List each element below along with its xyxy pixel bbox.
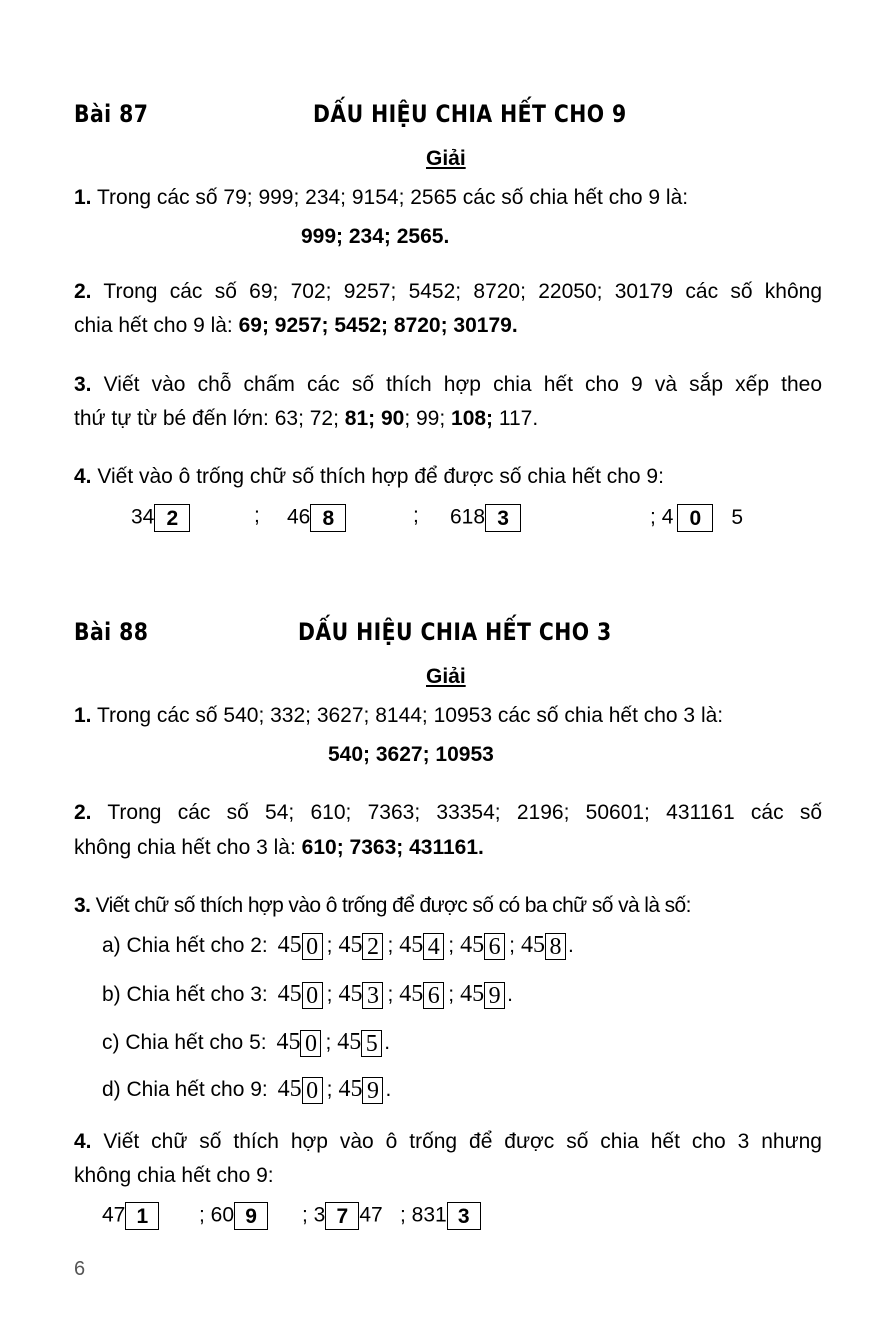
q88-4-line2: không chia hết cho 9: (74, 1164, 274, 1187)
answer-box: 0 (302, 933, 323, 960)
answer-box: 9 (362, 1077, 383, 1104)
answer-box: 0 (677, 504, 713, 532)
q87-1: 1. Trong các số 79; 999; 234; 9154; 2565 các số chia hết cho 9 là: (74, 186, 689, 209)
q87-2-line1: 2. Trong các số 69; 702; 9257; 5452; 8720; 22050; 30179 các số không (74, 280, 822, 303)
answer-box: 6 (484, 933, 505, 960)
q88-2-line1: 2. Trong các số 54; 610; 7363; 33354; 2196; 50601; 431161 các số (74, 801, 822, 824)
solution-heading-87: Giải (426, 147, 466, 170)
answer-box: 7 (325, 1202, 359, 1230)
q87-4-item-2: 46 8 (287, 504, 346, 532)
q87-3-line1: 3. Viết vào chỗ chấm các số thích hợp chia hết cho 9 và sắp xếp theo (74, 373, 822, 396)
q88-3-row-a: a) Chia hết cho 2: 45 0 ; 45 2 ; 45 4 ; 45 6 ; 45 8 . (102, 932, 574, 960)
q88-3-row-b: b) Chia hết cho 3: 45 0 ; 45 3 ; 45 6 ; 45 9 . (102, 981, 513, 1009)
q87-4-item-3: 618 3 (450, 504, 521, 532)
q88-4-item-3: ; 3 7 47 (302, 1203, 383, 1228)
lesson-87-title: DẤU HIỆU CHIA HẾT CHO 9 (313, 100, 627, 128)
q88-3: 3. Viết chữ số thích hợp vào ô trống để được số có ba chữ số và là số: (74, 894, 691, 917)
answer-box: 9 (234, 1202, 268, 1230)
q87-4-item-4: ; 4 0 5 (650, 505, 744, 530)
answer-box: 8 (310, 504, 346, 532)
answer-box: 6 (423, 982, 444, 1009)
q87-2-line2: chia hết cho 9 là: 69; 9257; 5452; 8720; 30179. (74, 314, 518, 337)
answer-box: 2 (362, 933, 383, 960)
answer-box: 1 (125, 1202, 159, 1230)
q88-4-item-1: 47 1 (102, 1202, 159, 1230)
q88-4-line1: 4. Viết chữ số thích hợp vào ô trống để được số chia hết cho 3 nhưng (74, 1130, 822, 1153)
q88-3-row-d: d) Chia hết cho 9: 45 0 ; 45 9 . (102, 1076, 392, 1104)
answer-box: 4 (423, 933, 444, 960)
answer-box: 0 (300, 1030, 321, 1057)
lesson-88-title: DẤU HIỆU CHIA HẾT CHO 3 (298, 618, 612, 646)
q87-4-item-1: 34 2 (131, 504, 190, 532)
q88-1-answer: 540; 3627; 10953 (328, 743, 494, 766)
answer-box: 0 (302, 982, 323, 1009)
q88-4-item-2: ; 60 9 (199, 1202, 268, 1230)
q87-1-answer: 999; 234; 2565. (301, 225, 450, 248)
q88-4-item-4: ; 831 3 (400, 1202, 481, 1230)
answer-box: 3 (447, 1202, 481, 1230)
answer-box: 9 (484, 982, 505, 1009)
q87-3-line2: thứ tự từ bé đến lớn: 63; 72; 81; 90; 99; 108; 117. (74, 407, 539, 430)
answer-box: 2 (154, 504, 190, 532)
lesson-87-label: Bài 87 (74, 100, 149, 128)
answer-box: 8 (545, 933, 566, 960)
page-number: 6 (74, 1258, 86, 1280)
answer-box: 5 (361, 1030, 382, 1057)
answer-box: 0 (302, 1077, 323, 1104)
answer-box: 3 (485, 504, 521, 532)
q88-3-row-c: c) Chia hết cho 5: 45 0 ; 45 5 . (102, 1029, 391, 1057)
q87-4: 4. Viết vào ô trống chữ số thích hợp để được số chia hết cho 9: (74, 465, 664, 488)
q88-1: 1. Trong các số 540; 332; 3627; 8144; 10953 các số chia hết cho 3 là: (74, 704, 724, 727)
lesson-88-label: Bài 88 (74, 618, 149, 646)
q88-2-line2: không chia hết cho 3 là: 610; 7363; 431161. (74, 836, 484, 859)
separator: ; (413, 504, 419, 527)
answer-box: 3 (362, 982, 383, 1009)
solution-heading-88: Giải (426, 665, 466, 688)
separator: ; (254, 504, 260, 527)
